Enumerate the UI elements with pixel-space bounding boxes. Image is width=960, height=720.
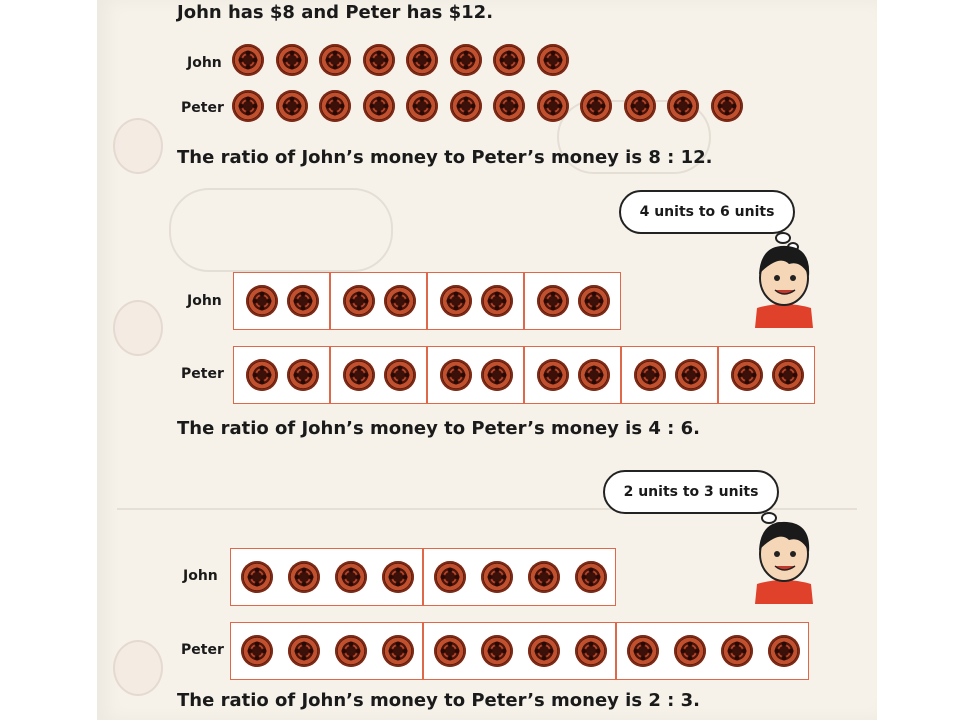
coin-icon [363, 90, 395, 122]
peter-label: Peter [181, 642, 224, 658]
coin-icon [675, 359, 707, 391]
coin-icon [578, 285, 610, 317]
coin-icon [287, 359, 319, 391]
unit-box [233, 346, 330, 404]
coin-icon [335, 635, 367, 667]
unit-box [330, 346, 427, 404]
coin-icon [406, 44, 438, 76]
coin-icon [343, 359, 375, 391]
coin-icon [335, 561, 367, 593]
coin-icon [276, 44, 308, 76]
unit-box [230, 548, 423, 606]
coin-icon [241, 635, 273, 667]
thought-bubble-3 [603, 470, 779, 514]
peter-label: Peter [181, 366, 224, 382]
section1-ratio: The ratio of John’s money to Peter’s money is 8 : 12. [177, 147, 713, 168]
coin-icon [440, 285, 472, 317]
unit-box [718, 346, 815, 404]
coin-icon [384, 359, 416, 391]
unit-box [423, 622, 616, 680]
coin-icon [319, 90, 351, 122]
unit-box [621, 346, 718, 404]
unit-box [616, 622, 809, 680]
coin-icon [537, 90, 569, 122]
coin-icon [481, 635, 513, 667]
coin-icon [493, 90, 525, 122]
coin-icon [731, 359, 763, 391]
coin-icon [434, 561, 466, 593]
coin-icon [232, 44, 264, 76]
ghost-face [113, 118, 163, 174]
thought-text: 2 units to 3 units [623, 484, 759, 500]
unit-box [427, 272, 524, 330]
coin-icon [768, 635, 800, 667]
coin-icon [537, 44, 569, 76]
coin-icon [634, 359, 666, 391]
unit-box [524, 272, 621, 330]
boy-illustration [749, 238, 819, 328]
peter-label: Peter [181, 100, 224, 116]
coin-icon [772, 359, 804, 391]
coin-icon [287, 285, 319, 317]
unit-box [423, 548, 616, 606]
coin-icon [481, 285, 513, 317]
boy-illustration [749, 514, 819, 604]
unit-box [427, 346, 524, 404]
coin-icon [246, 359, 278, 391]
unit-box [230, 622, 423, 680]
unit-box [524, 346, 621, 404]
coin-icon [580, 90, 612, 122]
coin-icon [537, 359, 569, 391]
coin-icon [382, 635, 414, 667]
coin-icon [493, 44, 525, 76]
unit-box [233, 272, 330, 330]
coin-icon [575, 635, 607, 667]
coin-icon [711, 90, 743, 122]
thought-text: 4 units to 6 units [639, 204, 775, 220]
textbook-page [97, 0, 877, 720]
section2-ratio: The ratio of John’s money to Peter’s money is 4 : 6. [177, 418, 700, 439]
coin-icon [674, 635, 706, 667]
unit-box [330, 272, 427, 330]
coin-icon [288, 635, 320, 667]
john-label: John [187, 293, 222, 309]
coin-icon [241, 561, 273, 593]
coin-icon [450, 90, 482, 122]
coin-icon [537, 285, 569, 317]
coin-icon [232, 90, 264, 122]
coin-icon [450, 44, 482, 76]
ghost-cloud [169, 188, 393, 272]
coin-icon [578, 359, 610, 391]
coin-icon [363, 44, 395, 76]
john-label: John [183, 568, 218, 584]
john-label: John [187, 55, 222, 71]
coin-icon [288, 561, 320, 593]
coin-icon [434, 635, 466, 667]
coin-icon [667, 90, 699, 122]
coin-icon [319, 44, 351, 76]
section3-ratio: The ratio of John’s money to Peter’s money is 2 : 3. [177, 690, 700, 711]
coin-icon [276, 90, 308, 122]
coin-icon [440, 359, 472, 391]
ghost-face [113, 300, 163, 356]
coin-icon [627, 635, 659, 667]
coin-icon [246, 285, 278, 317]
coin-icon [528, 635, 560, 667]
thought-bubble-2 [619, 190, 795, 234]
coin-icon [384, 285, 416, 317]
section1-heading: John has $8 and Peter has $12. [177, 2, 494, 23]
coin-icon [481, 561, 513, 593]
ghost-face [113, 640, 163, 696]
coin-icon [721, 635, 753, 667]
coin-icon [406, 90, 438, 122]
coin-icon [382, 561, 414, 593]
coin-icon [343, 285, 375, 317]
coin-icon [481, 359, 513, 391]
coin-icon [575, 561, 607, 593]
coin-icon [528, 561, 560, 593]
coin-icon [624, 90, 656, 122]
